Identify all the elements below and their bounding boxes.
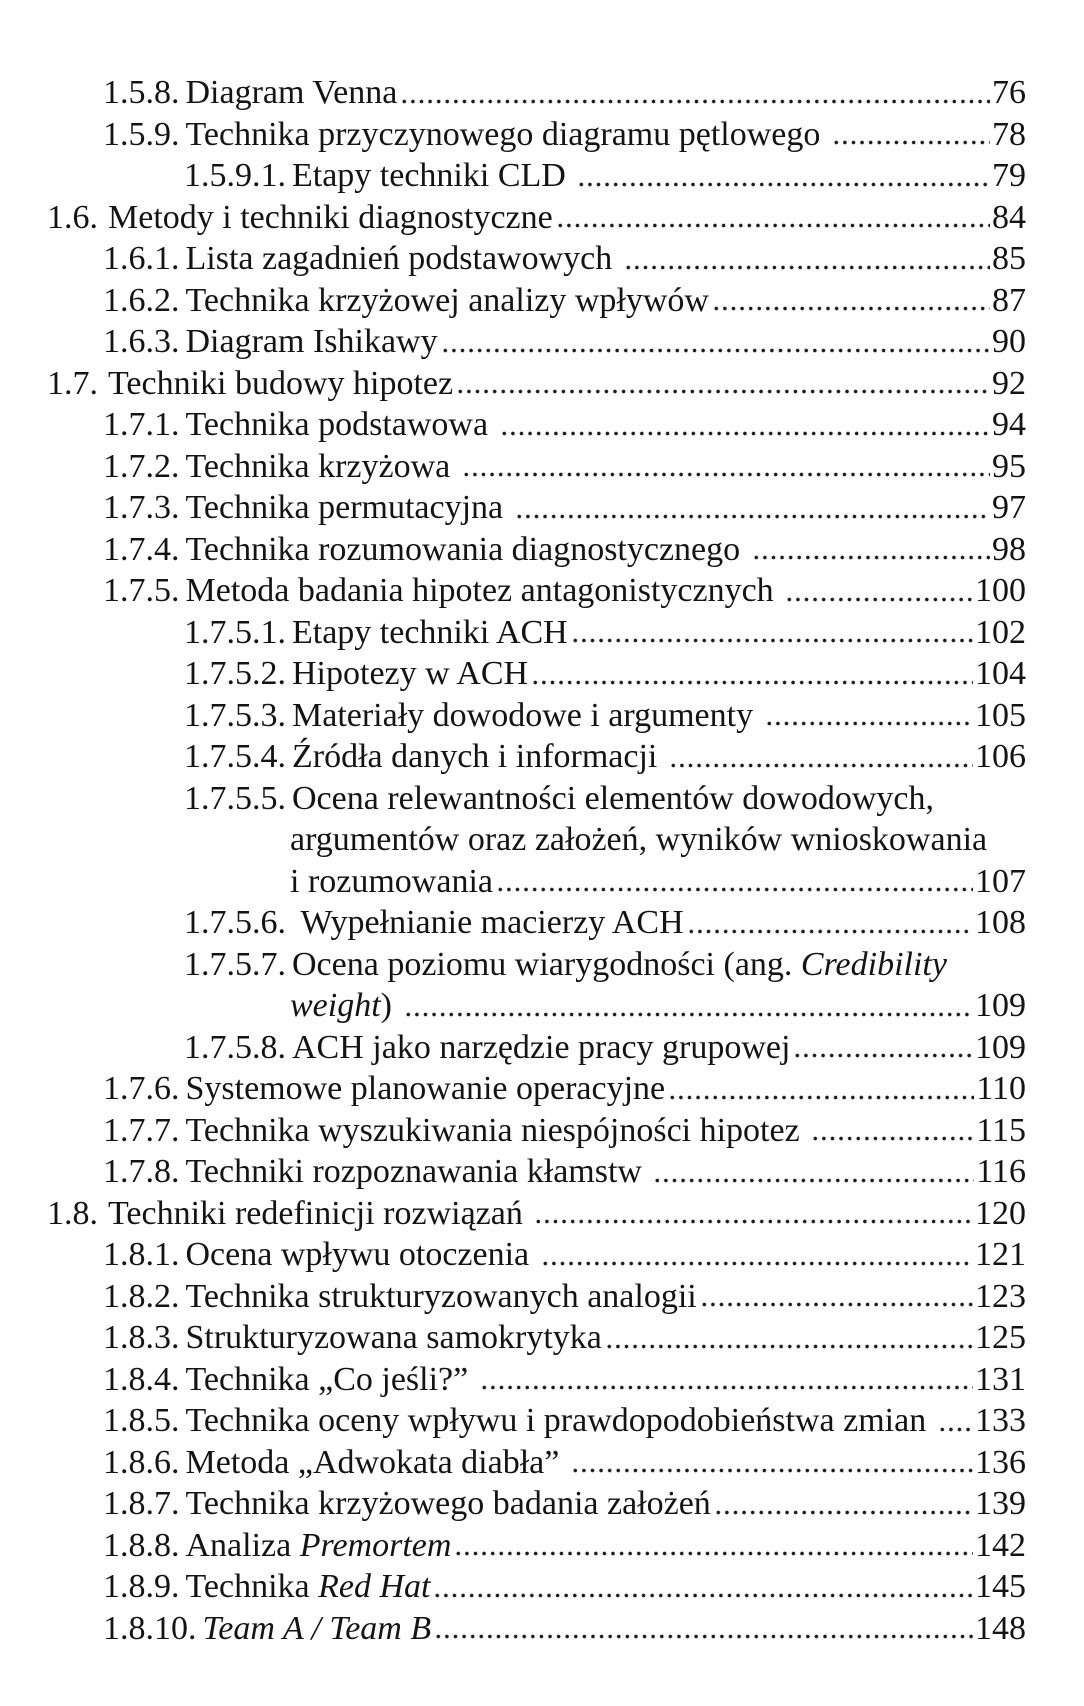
toc-item-title — [186, 1483, 711, 1525]
toc-item-number: 1.7.5.3. — [184, 696, 286, 734]
toc-item-number: 1.8.3. — [103, 1319, 180, 1356]
toc-item-page: 136 — [975, 1443, 1026, 1481]
toc-row — [0, 197, 1084, 239]
dot-leader — [785, 597, 973, 602]
toc-item-title — [186, 72, 398, 114]
toc-title-text: Technika krzyżowego badania założeń — [185, 1485, 711, 1522]
toc-item-number: 1.7.5.5. — [184, 779, 286, 817]
toc-title-text: Ocena poziomu wiarygodności (ang. — [292, 945, 801, 983]
toc-row — [0, 363, 1084, 405]
toc-title-text: Systemowe planowanie operacyjne — [185, 1070, 666, 1107]
toc-item-number: 1.5.8. — [103, 74, 180, 111]
toc-row — [0, 570, 1084, 612]
dot-leader — [480, 1385, 973, 1390]
toc-row — [0, 280, 1084, 322]
toc-item-number: 1.7.8. — [103, 1153, 180, 1190]
toc-row — [0, 944, 1084, 986]
toc-item-number: 1.7.7. — [103, 1111, 180, 1149]
dot-leader — [400, 99, 990, 104]
toc-item-title — [186, 1151, 651, 1193]
toc-row — [0, 736, 1084, 778]
toc-item-title — [292, 695, 762, 737]
toc-title-text: Metoda badania hipotez antagonistycznych — [185, 572, 783, 609]
toc-item-page: 148 — [975, 1609, 1026, 1647]
toc-title-text: Strukturyzowana samokrytyka — [185, 1319, 602, 1356]
toc-item-title — [108, 363, 453, 405]
toc-item-number: 1.7.5.1. — [184, 613, 286, 651]
dot-leader — [454, 1551, 973, 1556]
toc-row — [0, 321, 1084, 363]
toc-item-number: 1.6.1. — [103, 240, 180, 277]
toc-row — [0, 612, 1084, 654]
dot-leader — [793, 1053, 973, 1058]
toc-item-page: 109 — [975, 987, 1026, 1024]
toc-row — [0, 653, 1084, 695]
toc-item-title — [186, 280, 709, 322]
toc-row — [0, 985, 1084, 1027]
toc-title-text: Technika permutacyjna — [185, 489, 512, 526]
toc-item-page: 133 — [975, 1402, 1026, 1439]
toc-item-page: 115 — [976, 1111, 1026, 1149]
toc-item-title — [292, 1027, 790, 1069]
dot-leader — [605, 1344, 973, 1349]
dot-leader — [624, 265, 990, 270]
toc-item-page: 90 — [992, 323, 1026, 360]
dot-leader — [832, 140, 990, 145]
toc-item-page: 98 — [992, 530, 1026, 568]
toc-item-number: 1.8.7. — [103, 1485, 180, 1522]
dot-leader — [404, 1012, 974, 1017]
toc-row — [0, 1317, 1084, 1359]
toc-title-text: Technika oceny wpływu i prawdopodobieństwa zmian — [185, 1402, 935, 1439]
toc-item-number: 1.5.9.1. — [184, 157, 286, 194]
toc-item-title — [108, 1193, 531, 1235]
dot-leader — [752, 555, 990, 560]
toc-row — [0, 1442, 1084, 1484]
toc-item-number: 1.8.1. — [103, 1236, 180, 1273]
dot-leader — [456, 389, 990, 394]
toc-item-number: 1.8.5. — [103, 1402, 180, 1439]
dot-leader — [441, 348, 990, 353]
toc-item-title — [186, 1442, 568, 1484]
toc-item-title — [186, 238, 621, 280]
toc-item-title — [186, 570, 783, 612]
toc-title-text: Diagram Venna — [185, 74, 398, 111]
dot-leader — [714, 1510, 973, 1515]
dot-leader — [938, 1427, 973, 1432]
toc-item-page: 79 — [992, 157, 1026, 194]
toc-item-title — [292, 612, 568, 654]
toc-item-page: 87 — [992, 281, 1026, 319]
toc-title-text: Analiza — [185, 1526, 300, 1564]
toc-item-page: 110 — [976, 1070, 1026, 1107]
toc-item-page: 108 — [975, 904, 1026, 941]
toc-title-text: Diagram Ishikawy — [185, 323, 438, 360]
toc-title-text: Etapy techniki ACH — [292, 613, 568, 651]
toc-item-number: 1.7.2. — [103, 447, 180, 485]
toc-item-number: 1.7.6. — [103, 1070, 180, 1107]
toc-item-page: 84 — [992, 198, 1026, 236]
toc-row — [0, 1151, 1084, 1193]
toc-row — [0, 1110, 1084, 1152]
toc-item-page: 104 — [975, 655, 1026, 692]
toc-title-text: i rozumowania — [290, 862, 493, 900]
toc-item-title — [186, 487, 512, 529]
toc-item-page: 94 — [992, 406, 1026, 443]
toc-item-number: 1.7.5.7. — [184, 945, 286, 983]
toc-item-title — [186, 1400, 935, 1442]
toc-row — [0, 861, 1084, 903]
toc-row — [0, 1483, 1084, 1525]
toc-title-text: Technika przyczynowego diagramu pętlowego — [185, 115, 829, 153]
toc-item-title — [290, 985, 401, 1027]
toc-row — [0, 1608, 1084, 1650]
toc-item-title — [292, 778, 934, 820]
toc-item-page: 106 — [975, 738, 1026, 775]
toc-item-title — [292, 902, 684, 944]
toc-item-page: 100 — [975, 572, 1026, 609]
dot-leader — [687, 929, 973, 934]
toc-item-page: 95 — [992, 447, 1026, 485]
toc-title-text: Technika krzyżowa — [185, 447, 459, 485]
toc-title-text: Technika podstawowa — [185, 406, 497, 443]
toc-row — [0, 1276, 1084, 1318]
toc-item-page: 116 — [976, 1153, 1026, 1190]
toc-item-page: 85 — [992, 240, 1026, 277]
toc-item-title — [292, 944, 947, 986]
toc-title-text: Technika wyszukiwania niespójności hipotez — [185, 1111, 809, 1149]
toc-title-text: Ocena wpływu otoczenia — [185, 1236, 538, 1273]
dot-leader — [556, 223, 990, 228]
toc-item-number: 1.8.9. — [103, 1568, 180, 1605]
dot-leader — [571, 1468, 973, 1473]
toc-item-title — [186, 1276, 697, 1318]
toc-title-text: Materiały dowodowe i argumenty — [292, 696, 762, 734]
dot-leader — [571, 638, 973, 643]
toc-row — [0, 1400, 1084, 1442]
toc-row — [0, 529, 1084, 571]
toc-item-number: 1.7.5.6. — [184, 904, 286, 941]
toc-row — [0, 155, 1084, 197]
toc-row — [0, 1525, 1084, 1567]
toc-title-text: Ocena relewantności elementów dowodowych, — [292, 779, 934, 817]
toc-item-number: 1.8.4. — [103, 1360, 180, 1398]
toc-item-title — [292, 155, 574, 197]
toc-item-title — [290, 819, 987, 861]
toc-item-page: 97 — [992, 489, 1026, 526]
toc-title-text: Premortem — [299, 1526, 452, 1564]
toc-item-title — [108, 197, 553, 239]
toc-row — [0, 1068, 1084, 1110]
toc-item-page: 76 — [992, 74, 1026, 111]
toc-title-text: Technika — [185, 1568, 319, 1605]
dot-leader — [434, 1634, 973, 1639]
toc-row — [0, 72, 1084, 114]
toc-item-number: 1.6.2. — [103, 281, 180, 319]
toc-item-number: 1.7.1. — [103, 406, 180, 443]
toc-row — [0, 1193, 1084, 1235]
dot-leader — [541, 1261, 973, 1266]
toc-item-number: 1.7.5.4. — [184, 738, 286, 775]
dot-leader — [433, 1593, 973, 1598]
toc-item-page: 121 — [975, 1236, 1026, 1273]
toc-title-text: Źródła danych i informacji — [292, 738, 666, 775]
toc-title-text: Technika krzyżowej analizy wpływów — [185, 281, 709, 319]
toc-item-title — [292, 653, 528, 695]
toc-title-text: Etapy techniki CLD — [292, 157, 575, 194]
dot-leader — [712, 306, 990, 311]
toc-item-number: 1.7.5.2. — [184, 655, 286, 692]
toc-row — [0, 238, 1084, 280]
dot-leader — [534, 1219, 973, 1224]
dot-leader — [531, 680, 973, 685]
toc-item-title — [186, 321, 438, 363]
toc-row — [0, 1566, 1084, 1608]
toc-item-title — [186, 1359, 477, 1401]
dot-leader — [462, 472, 990, 477]
toc-title-text: Wypełnianie macierzy ACH — [292, 904, 684, 941]
toc-row — [0, 1027, 1084, 1069]
dot-leader — [700, 1302, 973, 1307]
toc-row — [0, 778, 1084, 820]
toc-item-page: 78 — [992, 115, 1026, 153]
dot-leader — [668, 1095, 974, 1100]
toc-row — [0, 902, 1084, 944]
toc-item-title — [290, 861, 493, 903]
toc-item-title — [186, 1068, 666, 1110]
toc-item-page: 125 — [975, 1319, 1026, 1356]
toc-title-text: ) — [380, 987, 401, 1024]
toc-item-title — [186, 1566, 431, 1608]
toc-title-text: Techniki rozpoznawania kłamstw — [185, 1153, 651, 1190]
toc-item-page: 92 — [992, 364, 1026, 402]
toc-item-title — [186, 404, 497, 446]
toc-row — [0, 1359, 1084, 1401]
toc-item-number: 1.8.10. — [103, 1609, 197, 1647]
toc-item-number: 1.6. — [47, 198, 98, 236]
toc-item-title — [186, 1525, 452, 1567]
toc-item-page: 109 — [975, 1028, 1026, 1066]
toc-item-page: 102 — [975, 613, 1026, 651]
toc-item-number: 1.8.8. — [103, 1526, 180, 1564]
toc-item-number: 1.8. — [47, 1194, 98, 1232]
toc-title-text: Technika rozumowania diagnostycznego — [185, 530, 749, 568]
toc-row — [0, 695, 1084, 737]
toc-title-text: Credibility — [800, 945, 947, 983]
toc-row — [0, 487, 1084, 529]
toc-item-page: 131 — [975, 1360, 1026, 1398]
toc-item-title — [292, 736, 666, 778]
toc-title-text: ACH jako narzędzie pracy grupowej — [292, 1028, 791, 1066]
dot-leader — [500, 431, 990, 436]
toc-item-page: 142 — [975, 1526, 1026, 1564]
toc-item-number: 1.8.2. — [103, 1277, 180, 1315]
dot-leader — [496, 887, 973, 892]
dot-leader — [515, 514, 990, 519]
toc-title-text: Technika strukturyzowanych analogii — [185, 1277, 697, 1315]
toc-item-page: 145 — [975, 1568, 1026, 1605]
toc-item-title — [186, 1110, 809, 1152]
toc-title-text: Lista zagadnień podstawowych — [185, 240, 621, 277]
toc-item-number: 1.7.5.8. — [184, 1028, 286, 1066]
toc-item-page: 139 — [975, 1485, 1026, 1522]
toc-title-text: Techniki budowy hipotez — [108, 364, 454, 402]
toc-title-text: Metody i techniki diagnostyczne — [108, 198, 553, 236]
toc-title-text: Hipotezy w ACH — [292, 655, 529, 692]
dot-leader — [765, 721, 973, 726]
toc-item-number: 1.6.3. — [103, 323, 180, 360]
toc-item-title — [186, 1234, 538, 1276]
toc-item-page: 107 — [975, 862, 1026, 900]
dot-leader — [811, 1136, 974, 1141]
dot-leader — [577, 182, 990, 187]
toc-title-text: argumentów oraz założeń, wyników wnioskowania — [290, 821, 988, 858]
toc-title-text: weight — [290, 987, 381, 1024]
toc-item-number: 1.7.5. — [103, 572, 180, 609]
toc-row — [0, 114, 1084, 156]
toc-item-page: 123 — [975, 1277, 1026, 1315]
toc-item-number: 1.5.9. — [103, 115, 180, 153]
toc-title-text: Technika „Co jeśli?” — [185, 1360, 477, 1398]
toc-item-page: 105 — [975, 696, 1026, 734]
toc-row — [0, 446, 1084, 488]
toc-item-number: 1.8.6. — [103, 1443, 180, 1481]
toc-item-page: 120 — [975, 1194, 1026, 1232]
toc-title-text: Red Hat — [318, 1568, 431, 1605]
toc-item-number: 1.7.3. — [103, 489, 180, 526]
toc-title-text: Team A / Team B — [202, 1609, 432, 1647]
toc-item-title — [186, 1317, 602, 1359]
toc-item-title — [186, 446, 459, 488]
dot-leader — [653, 1178, 974, 1183]
dot-leader — [669, 763, 973, 768]
toc-row — [0, 404, 1084, 446]
toc-item-title — [186, 114, 829, 156]
toc-row — [0, 1234, 1084, 1276]
toc-title-text: Metoda „Adwokata diabła” — [185, 1443, 568, 1481]
toc-title-text: Techniki redefinicji rozwiązań — [108, 1194, 532, 1232]
toc-item-number: 1.7.4. — [103, 530, 180, 568]
toc-item-title — [203, 1608, 432, 1650]
toc-item-title — [186, 529, 749, 571]
toc-row — [0, 819, 1084, 861]
toc-item-number: 1.7. — [47, 364, 98, 402]
